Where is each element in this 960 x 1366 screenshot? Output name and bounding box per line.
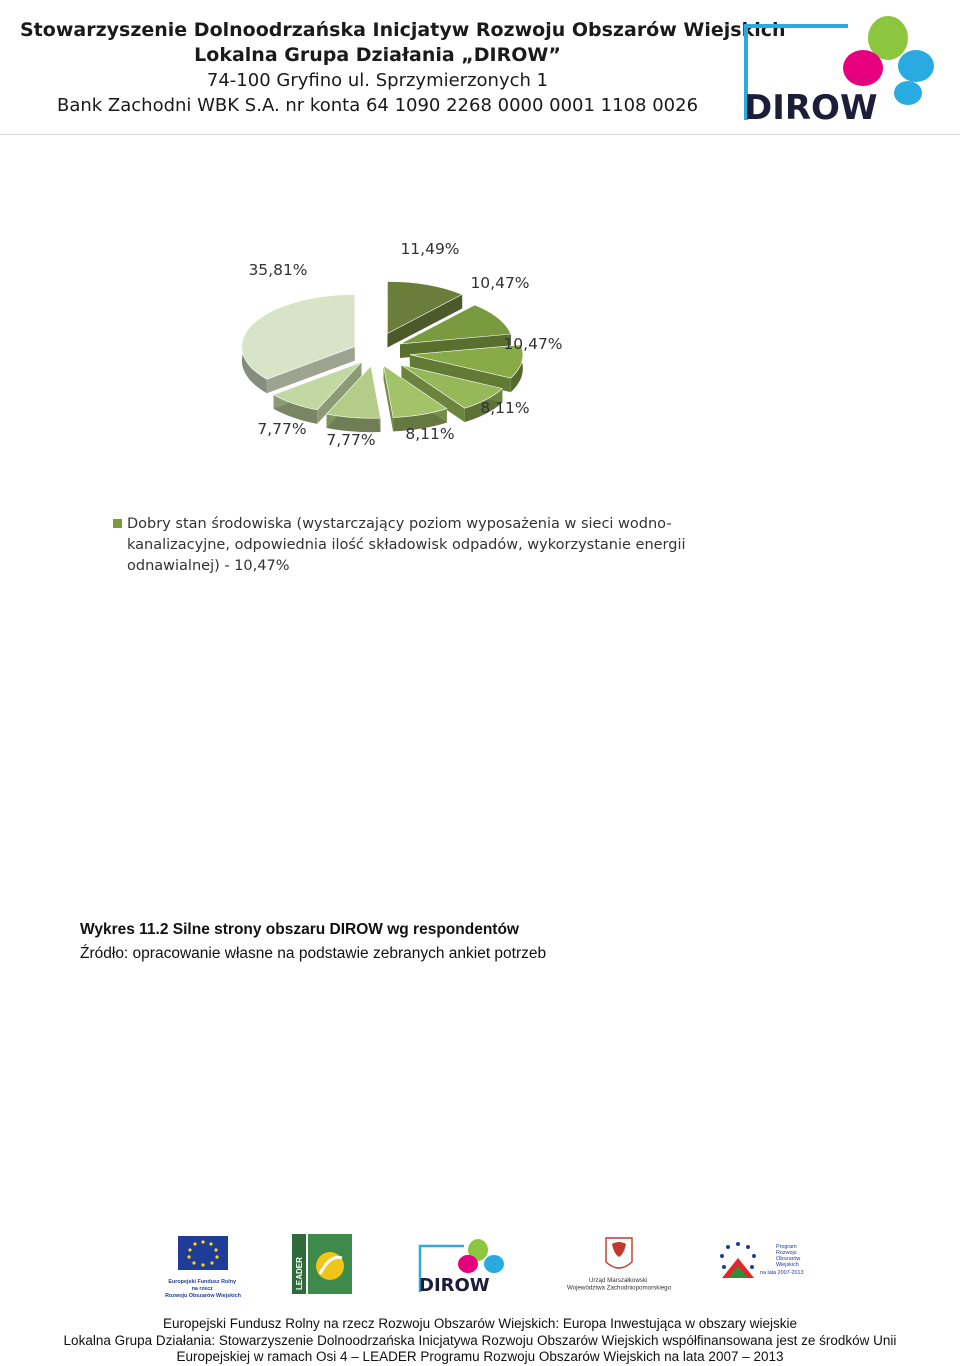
footer-logos — [0, 1228, 960, 1308]
figure-caption — [80, 918, 546, 966]
caption-title: Wykres 11.2 Silne strony obszaru DIROW wg respondentów — [80, 921, 519, 938]
legend-label: Dobry stan środowiska (wystarczający poziom wyposażenia w sieci wodno- kanalizacyjne, odpowiednia ilość składowisk odpadów, wykorzystanie energii odnawialnej) - 10,47% — [127, 516, 686, 574]
prow-logo — [708, 1234, 804, 1294]
header-lgd-name: Lokalna Grupa Działania „DIROW” — [194, 44, 561, 66]
pie-data-label-4: 8,11% — [480, 399, 530, 417]
pie-data-label-2: 10,47% — [470, 274, 530, 292]
svg-text:Program Rozwoju Ob: Program Rozwoju Obszarów Wiejskich na lata 2007-2013 — [760, 1244, 804, 1276]
footer-line-2: Lokalna Grupa Działania: Stowarzyszenie Dolnoodrzańska Inicjatywa Rozwoju Obszarów Wiejskich współfinansowana jest ze środków Unii — [63, 1332, 897, 1348]
pie-data-label-7: 7,77% — [257, 420, 307, 438]
leader-logo — [292, 1234, 352, 1294]
urzad-marszalkowski-logo — [556, 1234, 682, 1300]
footer-line-1: Europejski Fundusz Rolny na rzecz Rozwoju Obszarów Wiejskich: Europa Inwestująca w obszary wiejskie — [162, 1316, 797, 1331]
dirow-footer-logo — [416, 1234, 516, 1296]
caption-source: Źródło: opracowanie własne na podstawie zebranych ankiet potrzeb — [80, 945, 547, 962]
pie-data-label-3: 10,47% — [503, 335, 563, 353]
dirow-logo-text: DIROW — [744, 88, 878, 126]
pie-data-label-1: 11,49% — [400, 240, 460, 258]
pie-data-label-5: 8,11% — [405, 425, 455, 443]
eu-flag-logo — [162, 1234, 244, 1300]
pie-data-label-6: 7,77% — [326, 431, 376, 449]
legend-swatch — [113, 519, 122, 528]
header-org-name: Stowarzyszenie Dolnoodrzańska Inicjatyw Rozwoju Obszarów Wiejskich — [20, 19, 786, 41]
header-bank-account: Bank Zachodni WBK S.A. nr konta 64 1090 2268 0000 0001 1108 0026 — [56, 95, 699, 116]
svg-text:Urząd Marszałkowski Woje: Urząd Marszałkowski Województwa Zachodniopomorskiego — [566, 1277, 672, 1292]
pie-data-label-8: 35,81% — [248, 261, 308, 279]
leader-logo-text: LEADER — [295, 1257, 304, 1290]
footer-line-3: Europejskiej w ramach Osi 4 – LEADER Programu Rozwoju Obszarów Wiejskich na lata 2007 – 2013 — [176, 1349, 784, 1364]
legend-item-2 — [113, 514, 693, 582]
dirow-footer-logo-text: DIROW — [419, 1275, 490, 1296]
eu-logo-text: Europejski Fundusz Rolny na rzecz Rozwoju Obszarów Wiejskich — [165, 1279, 241, 1299]
page-footer — [0, 1316, 960, 1366]
header-address: 74-100 Gryfino ul. Sprzymierzonych 1 — [206, 70, 549, 91]
